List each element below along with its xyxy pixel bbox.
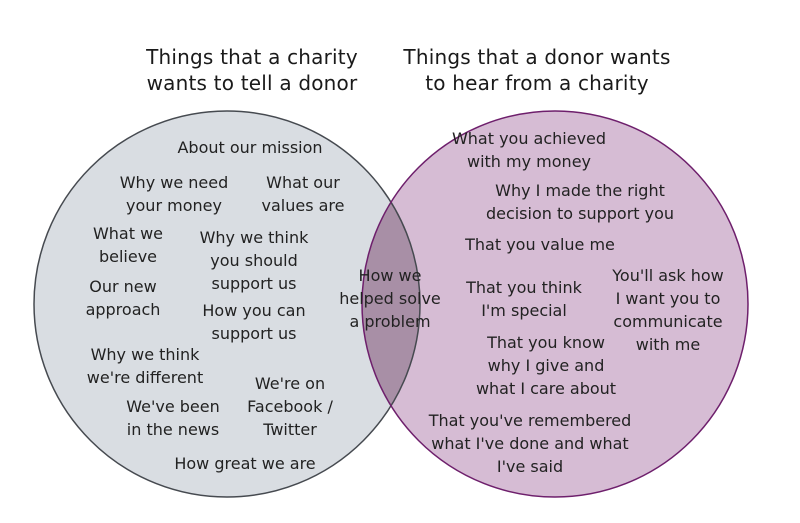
charity-item-mission: About our mission [177, 138, 323, 157]
charity-item-should-support: Why we think you should support us [199, 228, 309, 293]
charity-item-how-support: How you can support us [202, 301, 306, 343]
charity-item-believe: What we believe [92, 224, 164, 266]
donor-title: Things that a donor wants to hear from a charity [403, 45, 671, 95]
charity-item-new-approach: Our new approach [85, 277, 161, 319]
charity-item-values: What our values are [261, 173, 345, 215]
charity-item-news: We've been in the news [126, 397, 220, 439]
donor-item-value-me: That you value me [465, 235, 615, 254]
charity-item-how-great: How great we are [174, 454, 316, 473]
donor-item-why-give: That you know why I give and what I care about [475, 333, 617, 398]
donor-item-communicate: You'll ask how I want you to communicate with me [612, 266, 724, 354]
charity-item-need-money: Why we need your money [119, 173, 229, 215]
donor-item-remembered: That you've remembered what I've done and what I've said [428, 411, 632, 476]
charity-title: Things that a charity wants to tell a donor [146, 45, 358, 95]
overlap-item-solve-problem: How we helped solve a problem [339, 266, 441, 331]
charity-item-facebook: We're on Facebook / Twitter [247, 374, 333, 439]
charity-item-different: Why we think we're different [86, 345, 204, 387]
donor-item-special: That you think I'm special [466, 278, 582, 320]
donor-item-right-decision: Why I made the right decision to support you [485, 181, 675, 223]
donor-item-achieved: What you achieved with my money [451, 129, 607, 171]
